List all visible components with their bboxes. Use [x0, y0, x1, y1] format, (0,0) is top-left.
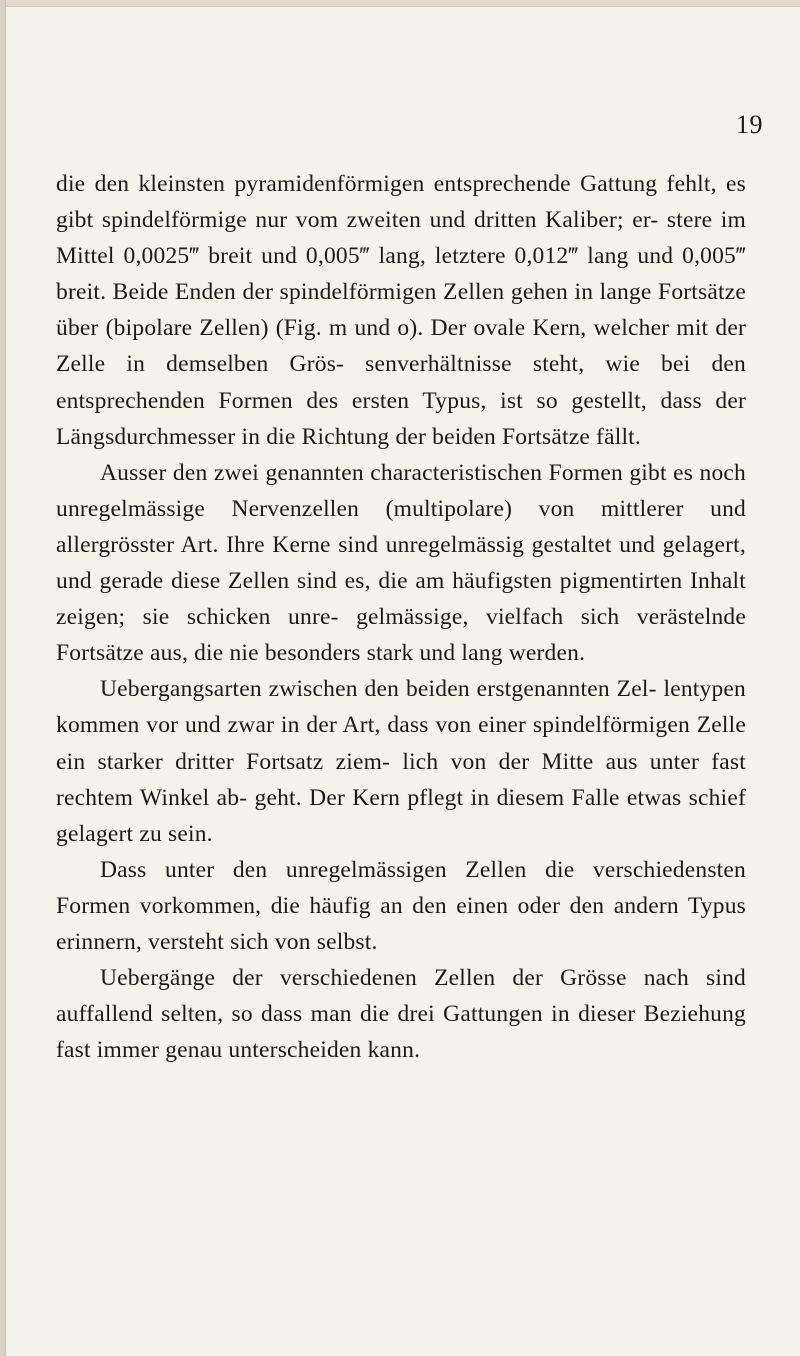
body-text: [56, 166, 746, 1068]
paragraph-5: Uebergänge der verschiedenen Zellen der Grösse nach sind auffallend selten, so dass man die drei Gattungen in dieser Beziehung fast immer genau unterscheiden kann.: [56, 965, 746, 1064]
page-number: 19: [736, 110, 763, 139]
paragraph-2: Ausser den zwei genannten characteristischen Formen gibt es noch unregelmässige Nervenzellen (multipolare) von mittlerer und allergrösster Art. Ihre Kerne sind unregelmässig gestaltet und gelagert, und gerade diese Zellen sind es, die am häufigsten pigmentirten Inhalt zeigen; sie schicken unre- gelmässige, vielfach sich verästelnde Fortsätze aus, die nie besonders stark und lang werden.: [56, 459, 746, 667]
paragraph-4: Dass unter den unregelmässigen Zellen die verschiedensten Formen vorkommen, die häufig an den einen oder den andern Typus erinnern, versteht sich von selbst.: [56, 856, 746, 955]
paragraph-3: Uebergangsarten zwischen den beiden erstgenannten Zel- lentypen kommen vor und zwar in der Art, dass von einer spindelförmigen Zelle ein starker dritter Fortsatz ziem- lich von der Mitte aus unter fast rechtem Winkel ab- geht. Der Kern pflegt in diesem Falle etwas schief gelagert zu sein.: [56, 676, 746, 847]
page-top-edge: [0, 0, 800, 7]
page-binding-edge: [0, 0, 6, 1356]
paragraph-1: die den kleinsten pyramidenförmigen entsprechende Gattung fehlt, es gibt spindelförmige nur vom zweiten und dritten Kaliber; er- stere im Mittel 0,0025‴ breit und 0,005‴ lang, letztere 0,012‴ lang und 0,005‴ breit. Beide Enden der spindelförmigen Zellen gehen in lange Fortsätze über (bipolare Zellen) (Fig. m und o). Der ovale Kern, welcher mit der Zelle in demselben Grös- senverhältnisse steht, wie bei den entsprechenden Formen des ersten Typus, ist so gestellt, dass der Längsdurchmesser in die Richtung der beiden Fortsätze fällt.: [56, 171, 746, 450]
